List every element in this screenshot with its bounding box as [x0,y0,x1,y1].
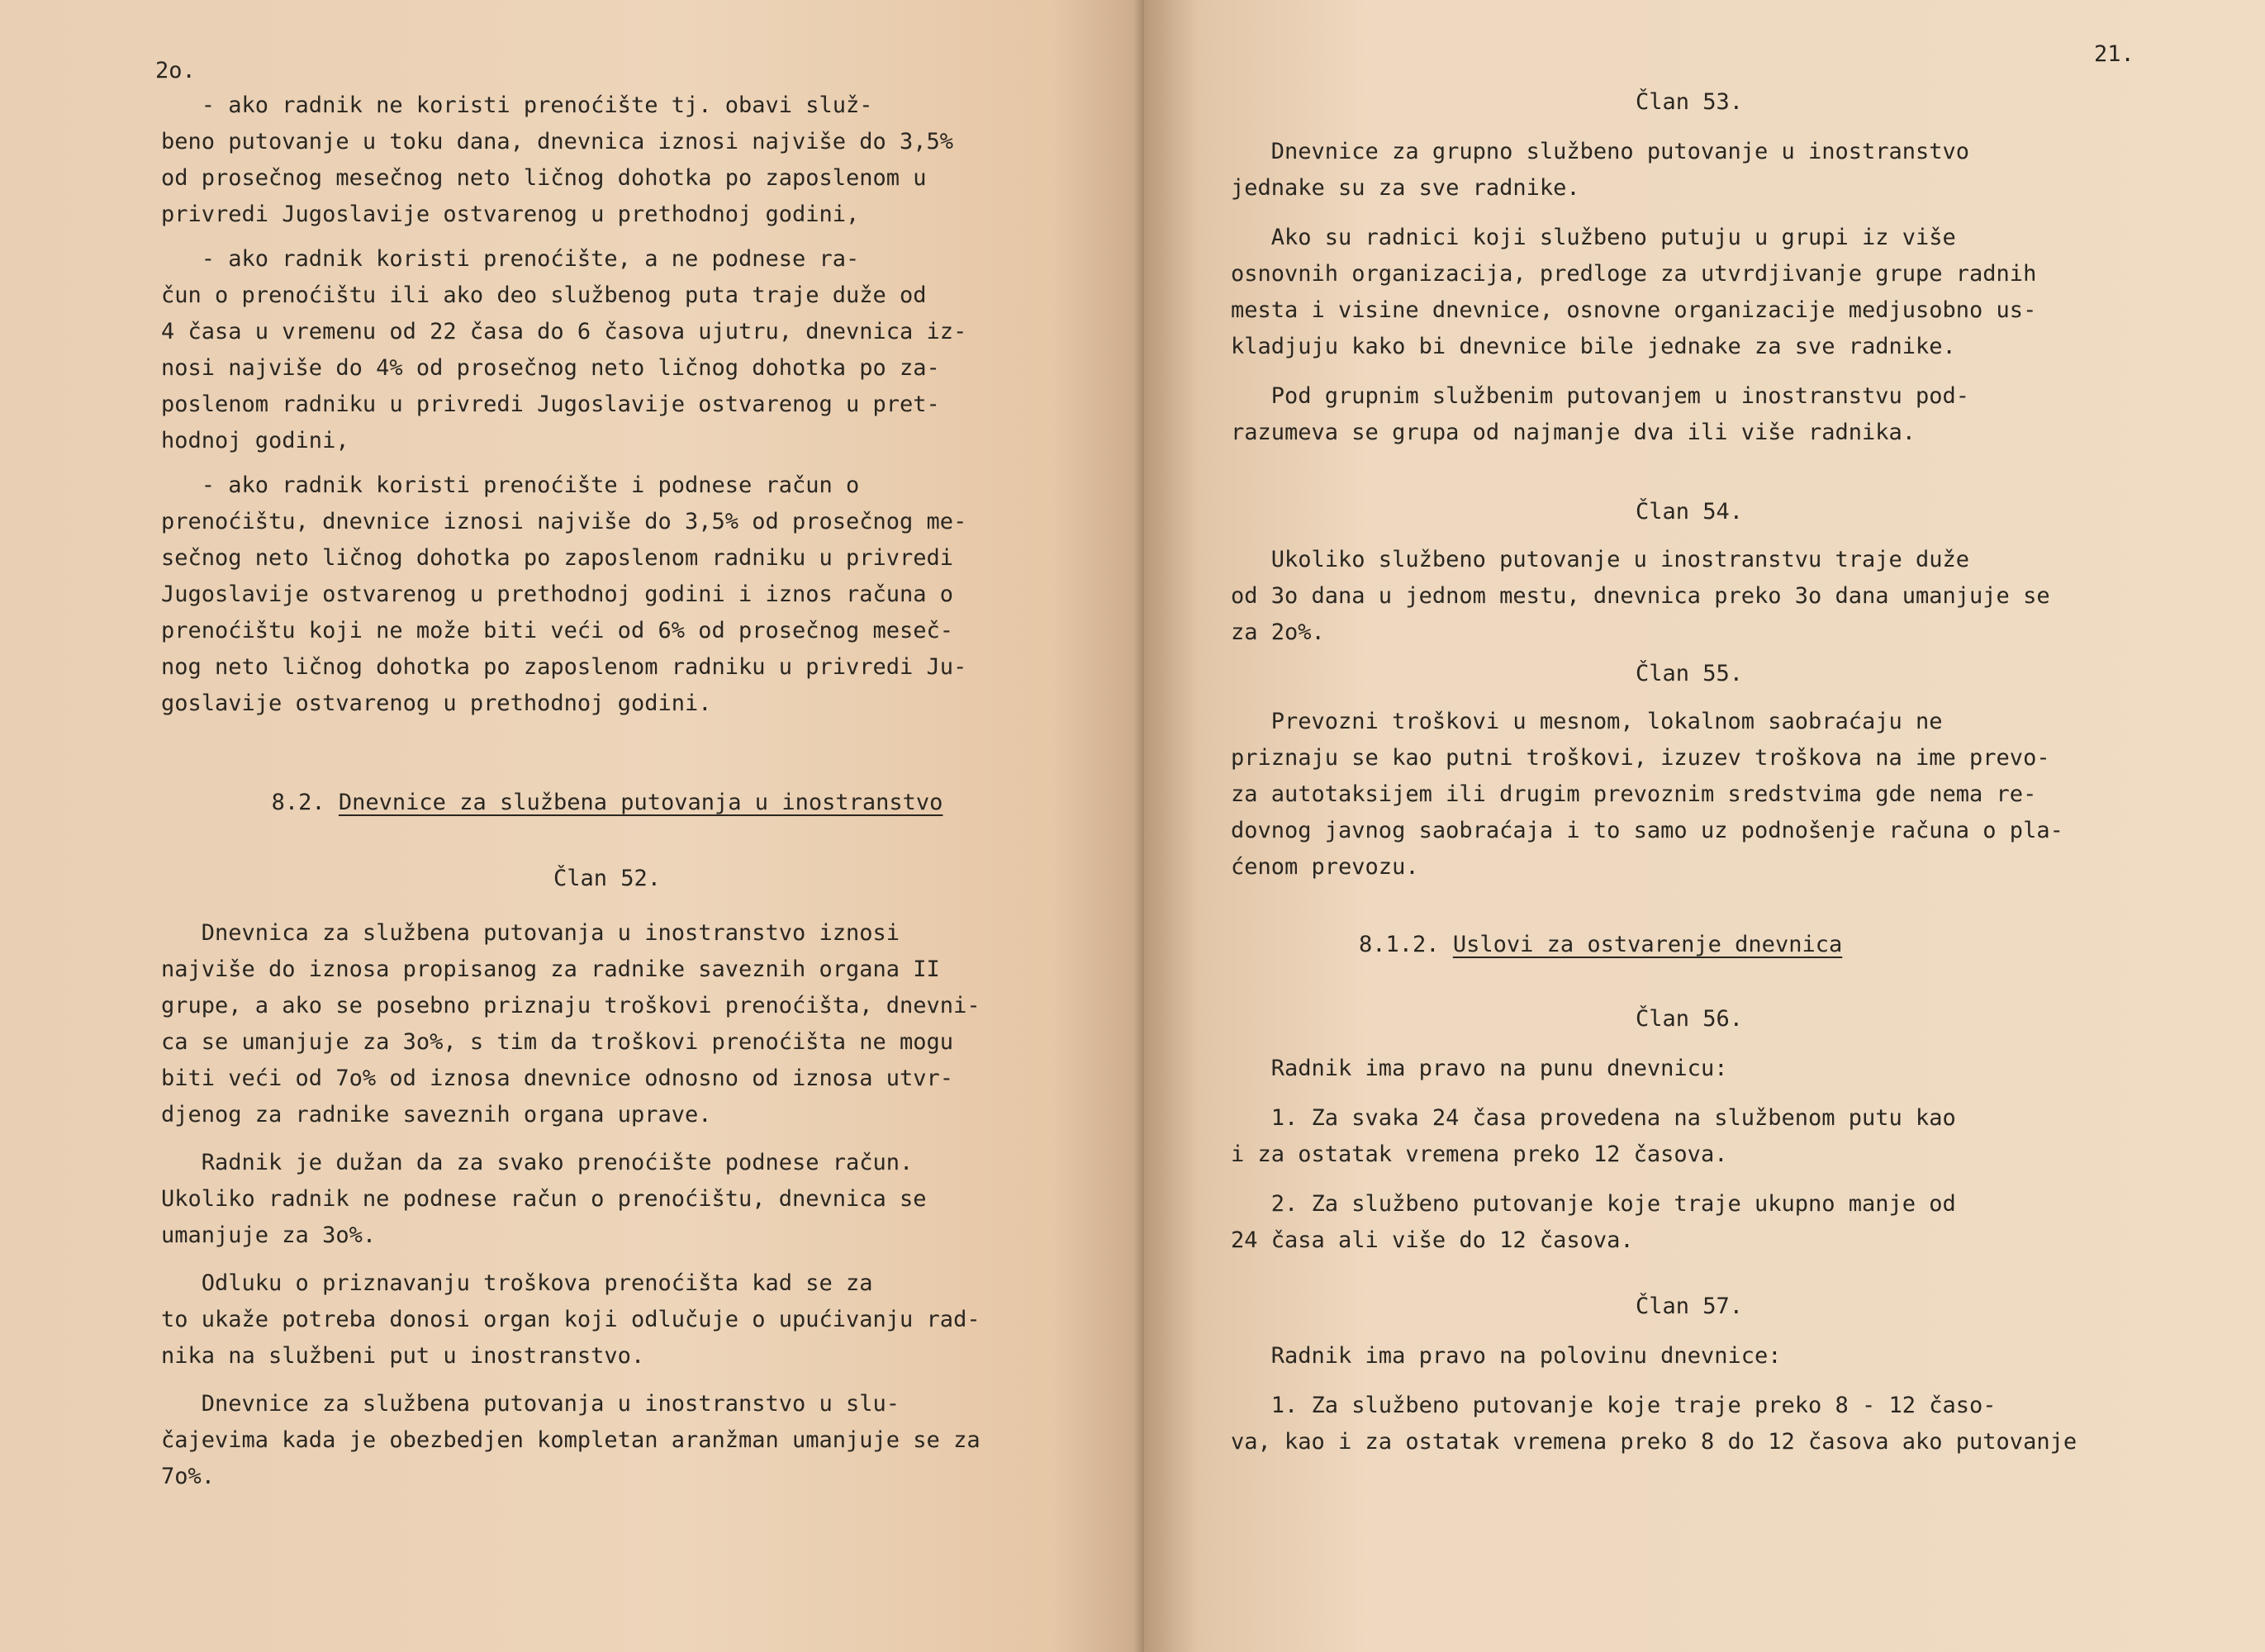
article-heading: Član 54. [1635,499,1744,525]
paragraph: Radnik ima pravo na polovinu dnevnice: [1231,1343,1782,1369]
article-heading: Član 57. [1635,1294,1744,1319]
paragraph: Dnevnica za službena putovanja u inostranstvo iznosi najviše do iznosa propisanog za radnike saveznih organa II grupe, a ako se posebno priznaju troškovi prenoćišta, dnevni- ca se umanjuje za 3o%, s tim da troškovi prenoćišta ne mogu biti veći od 7o% od iznosa dnevnice odnosno od iznosa utvr- djenog za radnike saveznih organa uprave. [161,920,981,1127]
paragraph: Radnik ima pravo na punu dnevnicu: [1231,1056,1728,1081]
article-heading: Član 53. [1635,89,1744,115]
section-number: 8.1.2. [1359,932,1440,957]
article-heading: Član 55. [1635,661,1744,686]
paragraph: Odluku o priznavanju troškova prenoćišta kad se za to ukaže potreba donosi organ koji odlučuje o upućivanju rad- nika na službeni put u inostranstvo. [161,1270,981,1369]
page-number: 2o. [155,58,196,83]
article-heading: Član 56. [1635,1006,1744,1032]
paragraph: - ako radnik koristi prenoćište, a ne podnese ra- čun o prenoćištu ili ako deo službenog puta traje duže od 4 časa u vremenu od 22 časa do 6 časova ujutru, dnevnica iz- nosi najviše do 4% od prosečnog neto ličnog dohotka po za- poslenom radniku u privredi Jugoslavije ostvarenog u pret- hodnoj godini, [161,246,967,453]
article-body [1231,542,2148,651]
section-number: 8.2. [271,790,325,815]
article-body [1231,134,2148,451]
paragraph: Ako su radnici koji službeno putuju u grupi iz više osnovnih organizacija, predloge za utvrdjivanje grupe radnih mesta i visine dnevnice, osnovne organizacije medjusobno us- kladjuju kako bi dnevnice bile jednake za sve radnike. [1231,225,2037,359]
section-title: Dnevnice za službena putovanja u inostranstvo [338,790,943,815]
paragraph: Prevozni troškovi u mesnom, lokalnom saobraćaju ne priznaju se kao putni troškovi, izuzev troškova na ime prevo- za autotaksijem ili drugim prevoznim sredstvima gde nema re- dovnog javnog saobraćaja i to samo uz podnošenje računa o pla- ćenom prevozu. [1231,709,2063,880]
article-heading: Član 52. [553,866,662,891]
paragraph: 2. Za službeno putovanje koje traje ukupno manje od 24 časa ali više do 12 časova. [1231,1191,1956,1253]
paragraph: Ukoliko službeno putovanje u inostranstvu traje duže od 3o dana u jednom mestu, dnevnica preko 3o dana umanjuje se za 2o%. [1231,547,2050,645]
section-title: Uslovi za ostvarenje dnevnica [1452,932,1843,957]
section-heading [1359,927,2102,963]
paragraph: 1. Za svaka 24 časa provedena na službenom putu kao i za ostatak vremena preko 12 časova. [1231,1105,1956,1167]
page-number: 21. [2094,41,2134,67]
paragraph: Pod grupnim službenim putovanjem u inostranstvu pod- razumeva se grupa od najmanje dva ili više radnika. [1231,383,1970,445]
paragraph: - ako radnik koristi prenoćište i podnese račun o prenoćištu, dnevnice iznosi najviše do 3,5% od prosečnog me- sečnog neto ličnog dohotka po zaposlenom radniku u privredi Jugoslavije ostvarenog u prethodnoj godini i iznos računa o prenoćištu koji ne može biti veći od 6% od prosečnog meseč- nog neto ličnog dohotka po zaposlenom radniku u privredi Ju- goslavije ostvarenog u prethodnoj godini. [161,472,967,716]
paragraph: 1. Za službeno putovanje koje traje preko 8 - 12 časo- va, kao i za ostatak vremena preko 8 do 12 časova ako putovanje [1231,1393,2077,1455]
article-body [1231,704,2148,885]
paragraph: Radnik je dužan da za svako prenoćište podnese račun. Ukoliko radnik ne podnese račun o prenoćištu, dnevnica se umanjuje za 3o%. [161,1150,927,1248]
paragraph: Dnevnice za službena putovanja u inostranstvo u slu- čajevima kada je obezbedjen kompletan aranžman umanjuje se za 7o%. [161,1391,981,1489]
article-body [1231,1051,2148,1259]
paragraph: Dnevnice za grupno službeno putovanje u inostranstvo jednake su za sve radnike. [1231,139,1970,201]
paragraph: - ako radnik ne koristi prenoćište tj. obavi služ- beno putovanje u toku dana, dnevnica iznosi najviše do 3,5% od prosečnog mesečnog neto ličnog dohotka po zaposlenom u privredi Jugoslavije ostvarenog u prethodnoj godini, [161,93,954,227]
article-body [1231,1338,2156,1460]
